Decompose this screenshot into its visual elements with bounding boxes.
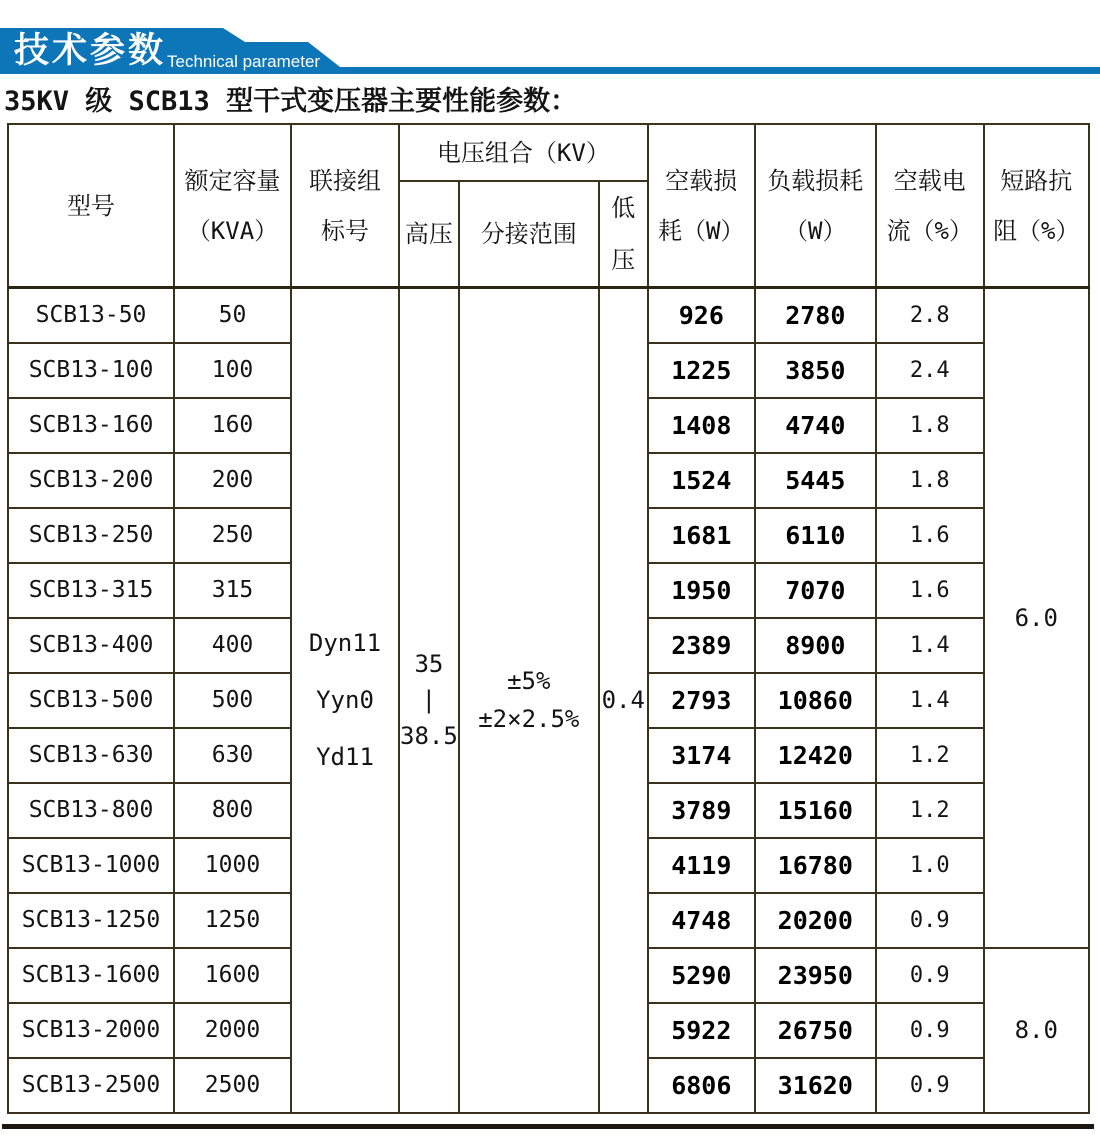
- model-cell: SCB13-315: [8, 563, 174, 618]
- hv-cell: 35 | 38.5: [399, 288, 459, 1113]
- load-loss-cell: 16780: [755, 838, 876, 893]
- header-tap-range: 分接范围: [459, 181, 599, 288]
- no-load-current-cell: 1.2: [876, 783, 984, 838]
- load-loss-cell: 31620: [755, 1058, 876, 1113]
- load-loss-cell: 4740: [755, 398, 876, 453]
- no-load-current-cell: 1.8: [876, 398, 984, 453]
- no-load-loss-cell: 2793: [648, 673, 755, 728]
- no-load-current-cell: 2.8: [876, 288, 984, 343]
- header-hv: 高压: [399, 181, 459, 288]
- load-loss-cell: 6110: [755, 508, 876, 563]
- header-capacity: 额定容量 （KVA）: [174, 124, 291, 288]
- model-cell: SCB13-630: [8, 728, 174, 783]
- capacity-cell: 200: [174, 453, 291, 508]
- model-cell: SCB13-500: [8, 673, 174, 728]
- load-loss-cell: 12420: [755, 728, 876, 783]
- capacity-cell: 50: [174, 288, 291, 343]
- no-load-current-cell: 0.9: [876, 1003, 984, 1058]
- no-load-current-cell: 1.4: [876, 673, 984, 728]
- load-loss-cell: 3850: [755, 343, 876, 398]
- no-load-loss-cell: 1408: [648, 398, 755, 453]
- table-bottom-rule: [2, 1124, 1094, 1129]
- header-voltage-group: 电压组合（KV）: [399, 124, 648, 181]
- vector-group-cell: Dyn11 Yyn0 Yd11: [291, 288, 399, 1113]
- header-no-load-loss: 空载损 耗（W）: [648, 124, 755, 288]
- capacity-cell: 2500: [174, 1058, 291, 1113]
- load-loss-cell: 7070: [755, 563, 876, 618]
- model-cell: SCB13-400: [8, 618, 174, 673]
- capacity-cell: 500: [174, 673, 291, 728]
- capacity-cell: 160: [174, 398, 291, 453]
- load-loss-cell: 10860: [755, 673, 876, 728]
- spec-table-body: [8, 288, 1089, 1113]
- no-load-loss-cell: 2389: [648, 618, 755, 673]
- model-cell: SCB13-1000: [8, 838, 174, 893]
- no-load-loss-cell: 3789: [648, 783, 755, 838]
- impedance-cell: 8.0: [984, 948, 1089, 1113]
- capacity-cell: 800: [174, 783, 291, 838]
- no-load-current-cell: 0.9: [876, 948, 984, 1003]
- model-cell: SCB13-2000: [8, 1003, 174, 1058]
- load-loss-cell: 20200: [755, 893, 876, 948]
- load-loss-cell: 2780: [755, 288, 876, 343]
- no-load-loss-cell: 1681: [648, 508, 755, 563]
- no-load-current-cell: 2.4: [876, 343, 984, 398]
- banner-subtitle: Technical parameter: [167, 52, 321, 71]
- capacity-cell: 250: [174, 508, 291, 563]
- spec-table-head: [8, 124, 1089, 288]
- no-load-current-cell: 1.0: [876, 838, 984, 893]
- capacity-cell: 630: [174, 728, 291, 783]
- no-load-current-cell: 1.8: [876, 453, 984, 508]
- header-vector-group: 联接组 标号: [291, 124, 399, 288]
- header-model: 型号: [8, 124, 174, 288]
- no-load-loss-cell: 4119: [648, 838, 755, 893]
- model-cell: SCB13-50: [8, 288, 174, 343]
- banner-title: 技术参数: [14, 31, 167, 70]
- lv-cell: 0.4: [599, 288, 648, 1113]
- capacity-cell: 1250: [174, 893, 291, 948]
- capacity-cell: 100: [174, 343, 291, 398]
- no-load-current-cell: 1.6: [876, 508, 984, 563]
- header-lv: 低 压: [599, 181, 648, 288]
- model-cell: SCB13-100: [8, 343, 174, 398]
- impedance-cell: 6.0: [984, 288, 1089, 948]
- model-cell: SCB13-200: [8, 453, 174, 508]
- technical-parameter-banner: [0, 28, 1100, 74]
- model-cell: SCB13-250: [8, 508, 174, 563]
- no-load-loss-cell: 5922: [648, 1003, 755, 1058]
- capacity-cell: 315: [174, 563, 291, 618]
- model-cell: SCB13-160: [8, 398, 174, 453]
- no-load-loss-cell: 1524: [648, 453, 755, 508]
- capacity-cell: 400: [174, 618, 291, 673]
- load-loss-cell: 15160: [755, 783, 876, 838]
- no-load-loss-cell: 1225: [648, 343, 755, 398]
- no-load-current-cell: 1.4: [876, 618, 984, 673]
- no-load-loss-cell: 926: [648, 288, 755, 343]
- header-no-load-current: 空载电 流（%）: [876, 124, 984, 288]
- tap-range-cell: ±5% ±2×2.5%: [459, 288, 599, 1113]
- load-loss-cell: 8900: [755, 618, 876, 673]
- model-cell: SCB13-2500: [8, 1058, 174, 1113]
- no-load-loss-cell: 5290: [648, 948, 755, 1003]
- capacity-cell: 1000: [174, 838, 291, 893]
- model-cell: SCB13-1250: [8, 893, 174, 948]
- no-load-loss-cell: 6806: [648, 1058, 755, 1113]
- no-load-current-cell: 1.6: [876, 563, 984, 618]
- capacity-cell: 1600: [174, 948, 291, 1003]
- header-load-loss: 负载损耗 （W）: [755, 124, 876, 288]
- no-load-current-cell: 0.9: [876, 1058, 984, 1113]
- load-loss-cell: 5445: [755, 453, 876, 508]
- no-load-loss-cell: 1950: [648, 563, 755, 618]
- table-caption: 35KV 级 SCB13 型干式变压器主要性能参数：: [4, 86, 578, 117]
- no-load-current-cell: 1.2: [876, 728, 984, 783]
- no-load-loss-cell: 3174: [648, 728, 755, 783]
- no-load-current-cell: 0.9: [876, 893, 984, 948]
- spec-table-wrap: [7, 123, 1090, 1114]
- no-load-loss-cell: 4748: [648, 893, 755, 948]
- capacity-cell: 2000: [174, 1003, 291, 1058]
- table-row: [8, 288, 1089, 343]
- header-impedance: 短路抗 阻（%）: [984, 124, 1089, 288]
- model-cell: SCB13-800: [8, 783, 174, 838]
- load-loss-cell: 26750: [755, 1003, 876, 1058]
- load-loss-cell: 23950: [755, 948, 876, 1003]
- model-cell: SCB13-1600: [8, 948, 174, 1003]
- spec-table: [7, 123, 1090, 1114]
